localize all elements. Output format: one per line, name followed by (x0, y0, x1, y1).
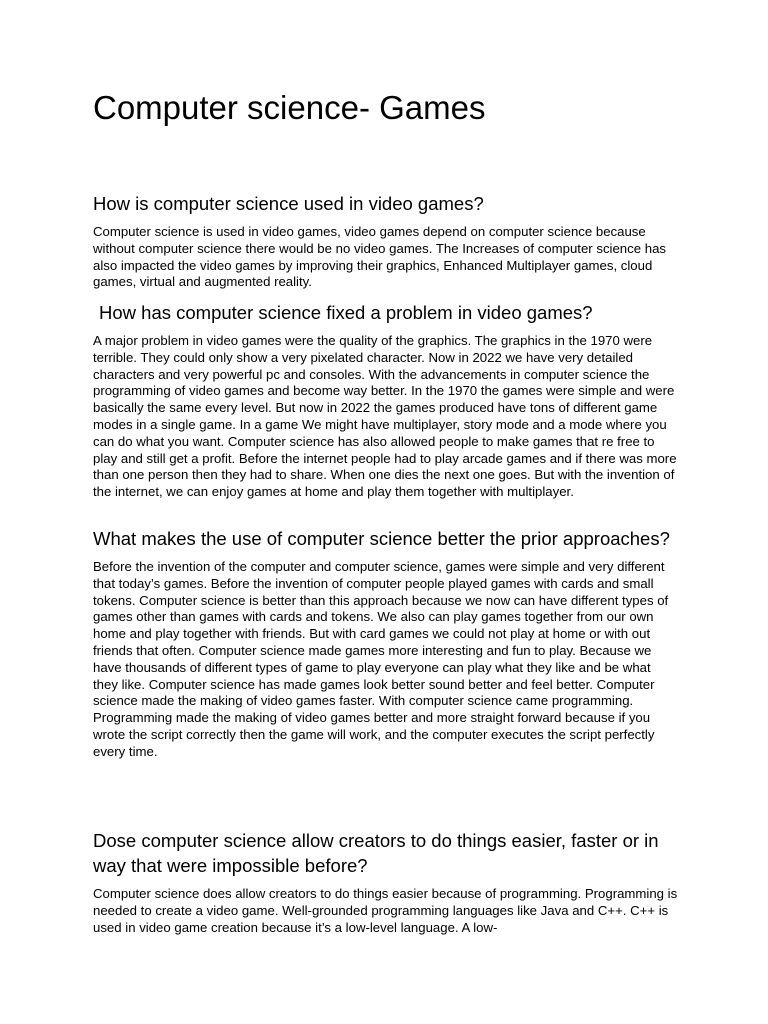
section-cs-in-video-games (93, 191, 678, 291)
section-cs-fixed-problem (93, 300, 678, 501)
section-heading: How is computer science used in video games? (93, 193, 484, 214)
section-cs-better-than-prior (93, 526, 678, 761)
document-title: Computer science- Games (93, 89, 486, 126)
section-paragraph: Before the invention of the computer and computer science, games were simple and very different that today’s games. Before the invention of computer people played games with cards and small tokens. Computer science is better than this approach because we now can have different types of games other than games with cards and tokens. We also can play games together from our own home and play together with friends. But with card games we could not play at home or with out friends that often. Computer science made games more interesting and fun to play. Because we have thousands of different types of game to play everyone can play what they like and be what they like. Computer science has made games look better sound better and feel better. Computer science made the making of video games faster. With computer science came programming. Programming made the making of video games better and more straight forward because if you wrote the script correctly then the game will work, and the computer executes the script perfectly every time. (93, 559, 669, 759)
section-paragraph: Computer science is used in video games, video games depend on computer science because without computer science there would be no video games. The Increases of computer science has also impacted the video games by improving their graphics, Enhanced Multiplayer games, cloud games, virtual and augmented reality. (93, 224, 666, 290)
section-heading: Dose computer science allow creators to do things easier, faster or in way that were impossible before? (93, 830, 659, 876)
section-heading: What makes the use of computer science better the prior approaches? (93, 528, 670, 549)
section-heading: How has computer science fixed a problem in video games? (99, 302, 593, 323)
section-paragraph: Computer science does allow creators to do things easier because of programming. Programming is needed to create a video game. Well-grounded programming languages like Java and C++. C++ is used in video game creation because it’s a low-level language. A low- (93, 886, 678, 935)
section-paragraph: A major problem in video games were the quality of the graphics. The graphics in the 1970 were terrible. They could only show a very pixelated character. Now in 2022 we have very detailed characters and very powerful pc and consoles. With the advancements in computer science the programming of video games and become way better. In the 1970 the games were simple and were basically the same every level. But now in 2022 the games produced have tons of different game modes in a single game. In a game We might have multiplayer, story mode and a mode where you can do what you want. Computer science has also allowed people to make games that re free to play and still get a profit. Before the internet people had to play arcade games and if there was more than one person then they had to share. When one dies the next one goes. But with the invention of the internet, we can enjoy games at home and play them together with multiplayer. (93, 333, 677, 500)
section-cs-helps-creators (93, 828, 678, 936)
